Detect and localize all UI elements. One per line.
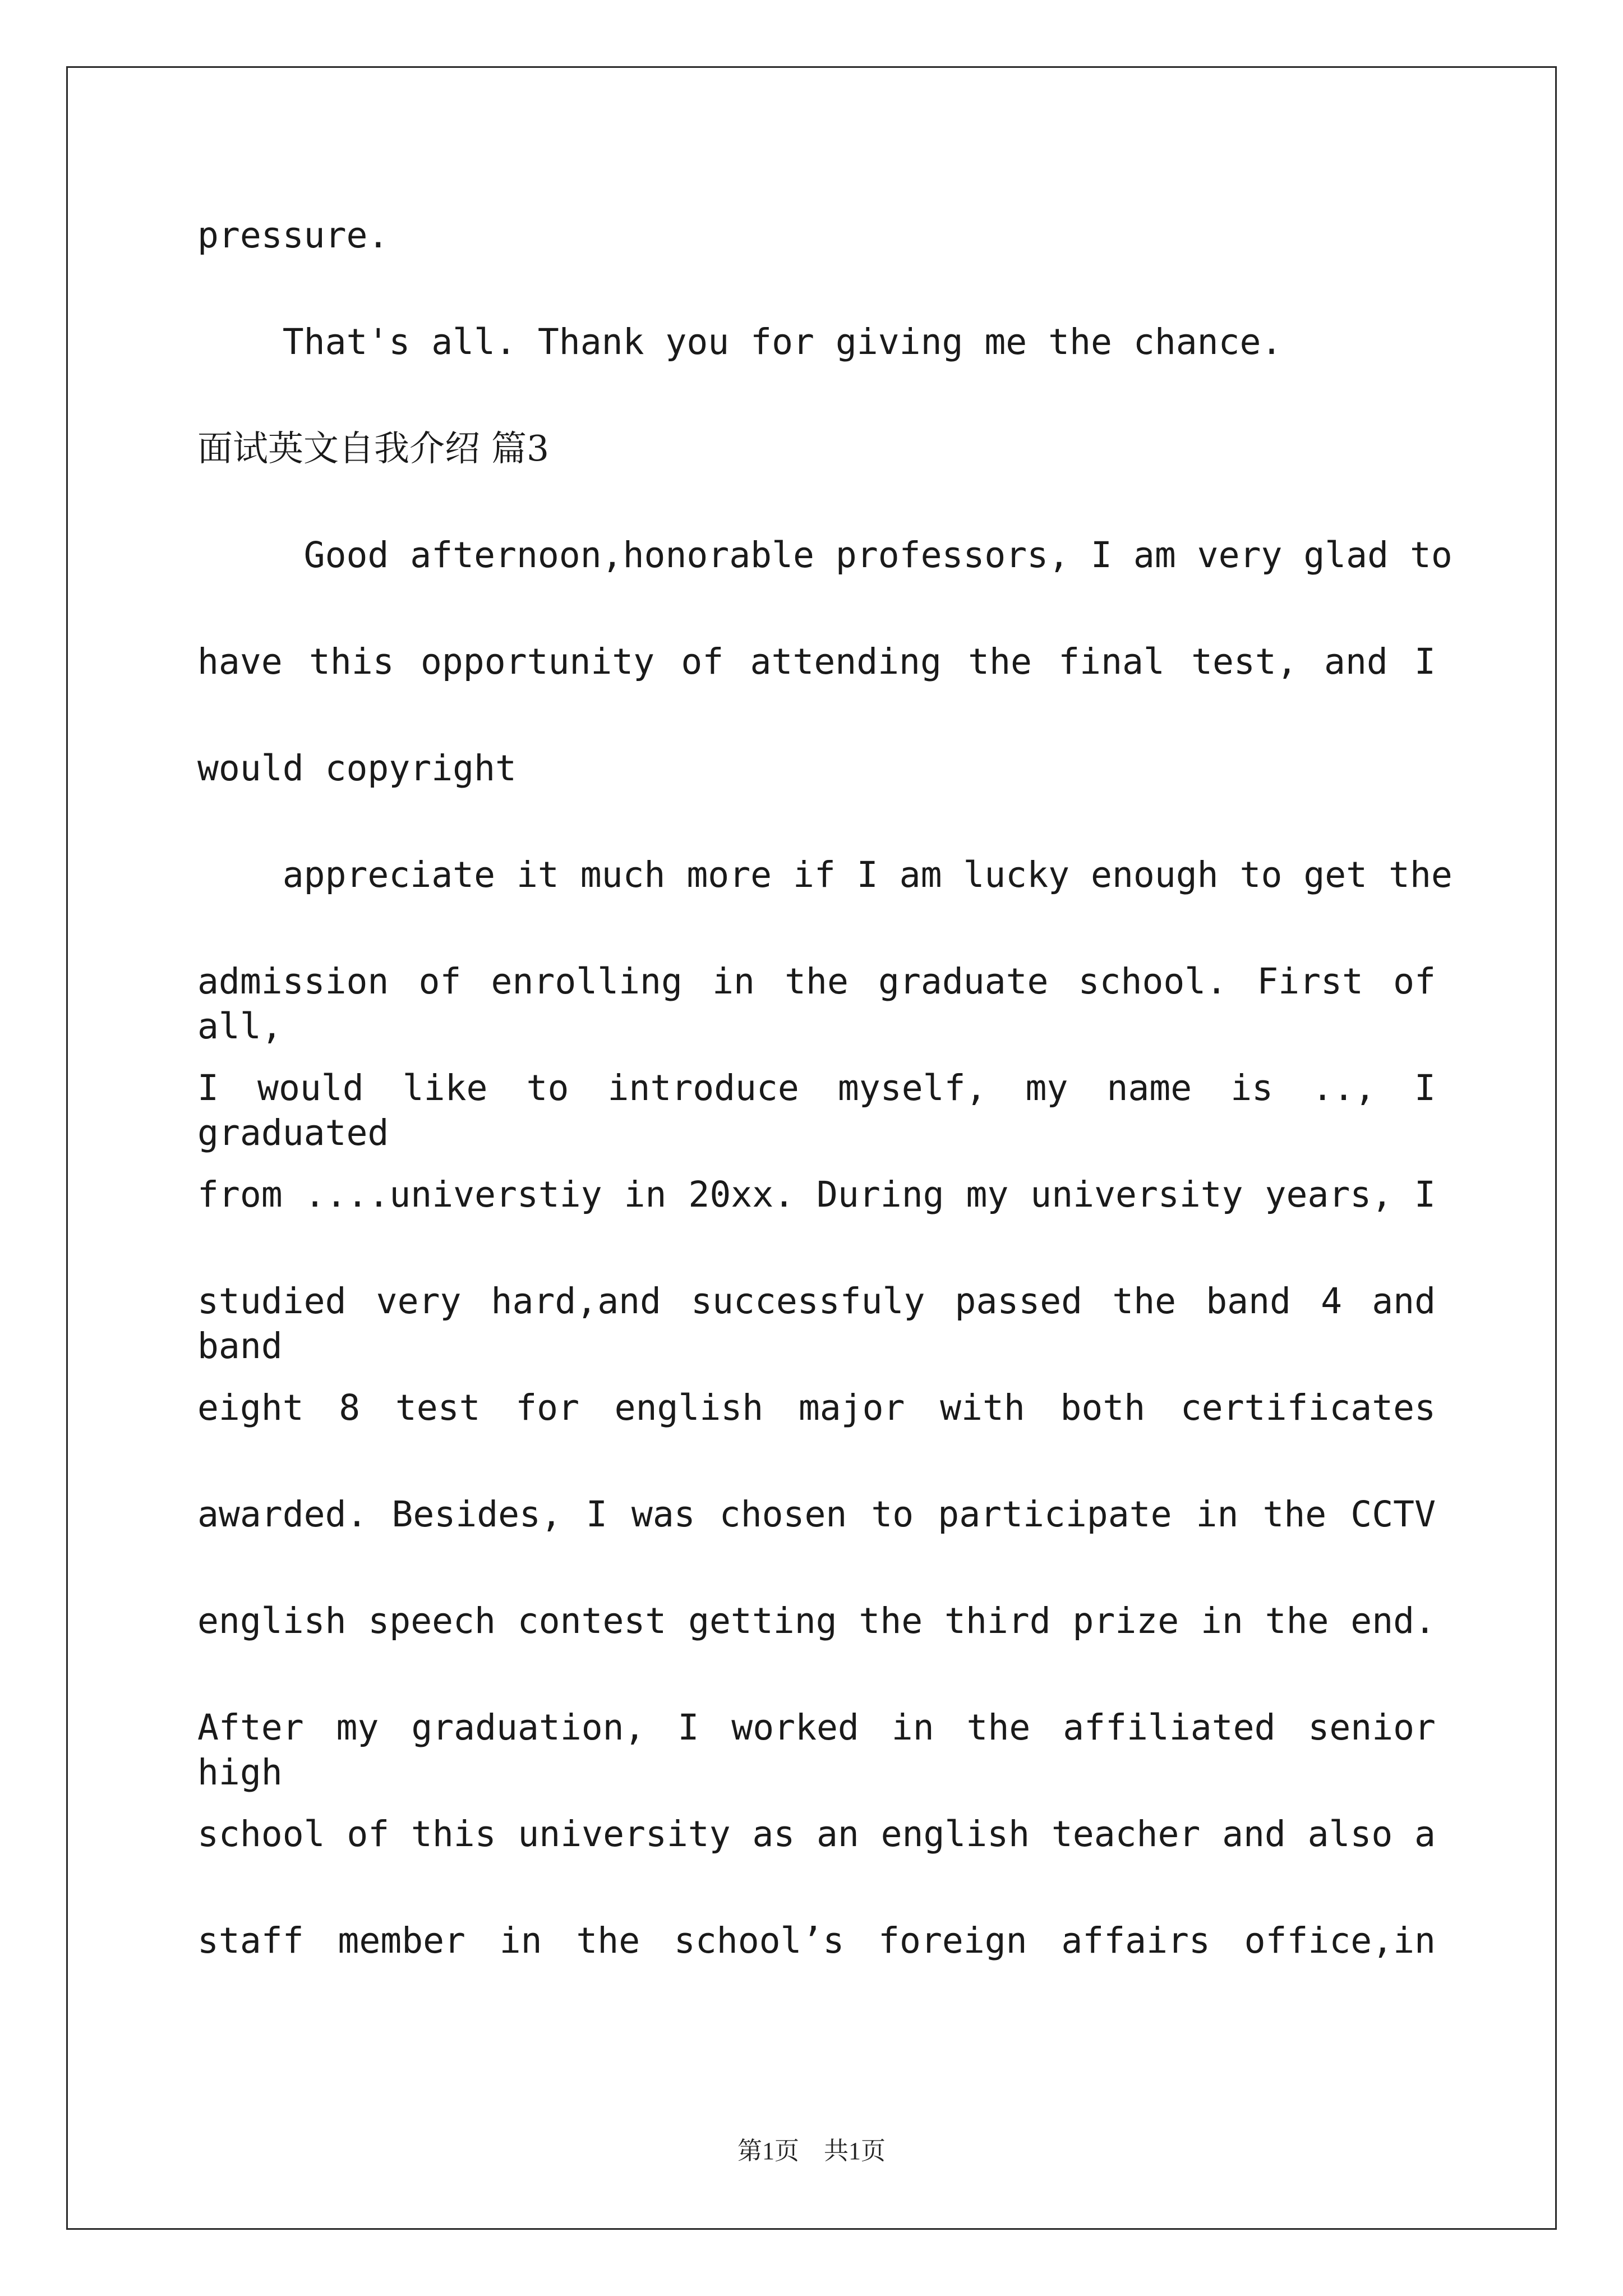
section-heading: 面试英文自我介绍 篇3 [197,428,550,469]
text-line-12: eight 8 test for english major with both certificates [197,1387,1436,1428]
text-line-16: school of this university as an english teacher and also a [197,1814,1436,1855]
text-line-4: Good afternoon,honorable professors, I am very glad to [197,535,1453,576]
text-line-13: awarded. Besides, I was chosen to participate in the CCTV [197,1494,1436,1535]
text-line-10: from ....universtiy in 20xx. During my university years, I [197,1174,1436,1215]
text-line-15: After my graduation, I worked in the affiliated senior high [197,1707,1436,1793]
text-line-17: staff member in the school’s foreign affairs office,in [197,1920,1436,1961]
text-line-2: That's all. Thank you for giving me the chance. [197,321,1283,362]
text-line-6: would copyright [197,748,517,789]
page-footer: 第1页 共1页 [737,2137,886,2165]
text-line-1: pressure. [197,215,389,256]
text-line-11: studied very hard,and successfuly passed the band 4 and band [197,1281,1436,1366]
text-line-14: english speech contest getting the third prize in the end. [197,1600,1436,1641]
text-line-7: appreciate it much more if I am lucky enough to get the [197,854,1453,895]
text-line-9: I would like to introduce myself, my name is .., I graduated [197,1068,1436,1153]
text-line-8: admission of enrolling in the graduate school. First of all, [197,961,1436,1047]
text-line-5: have this opportunity of attending the final test, and I [197,641,1436,682]
